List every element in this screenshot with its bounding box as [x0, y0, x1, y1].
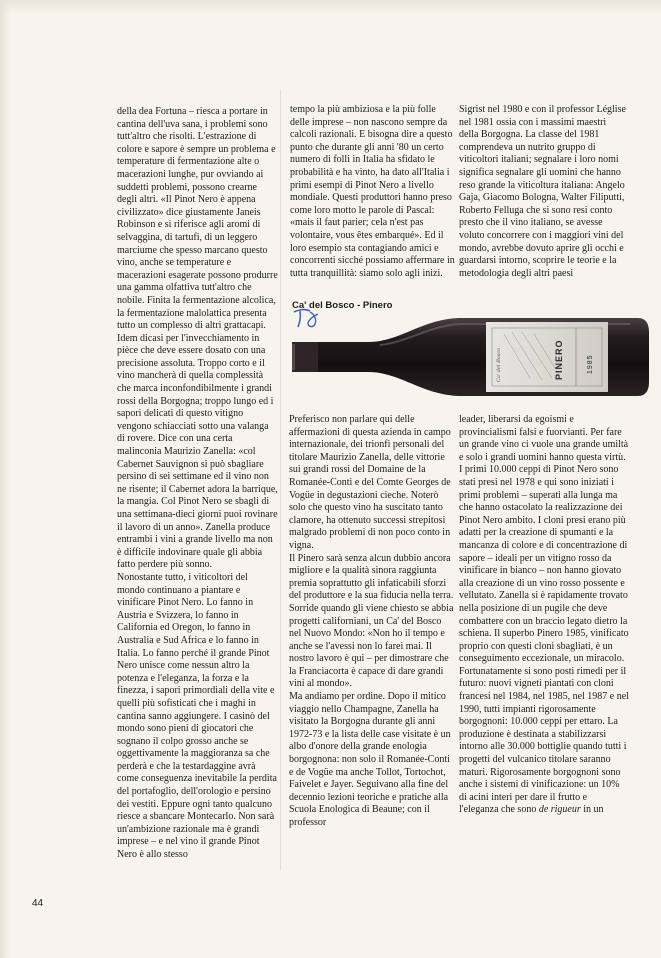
text-column-right-top — [459, 104, 627, 290]
paragraph: leader, liberarsi da egoismi e provincialismi falsi e fuorvianti. Per fare un grande vino ci vuole una grande umiltà e solo i grandi uomini hanno questa virtù. — [459, 414, 629, 463]
fold-line — [280, 90, 281, 870]
paragraph: Il Pinero sarà senza alcun dubbio ancora migliore e la qualità sinora raggiunta premia soprattutto gli infaticabili sforzi del produttore e la sua fiducia nella terra. — [289, 552, 454, 602]
paragraph — [459, 666, 629, 817]
text-run: Fortunatamente si sono posti rimedi per il futuro: nuovi vigneti piantati con cloni francesi nel 1984, nel 1985, nel 1987 e nel 1990, tutti impianti rigorosamente borgognoni: 10.000 ceppi per ettaro. La produzione è destinata a stabilizzarsi intorno alle 30.000 bottiglie quando tutti i progetti del vulcanico titolare saranno maturi. Rigorosamente borgognoni sono anche i sistemi di vinificazione: un 10% di acini interi per dare il frutto e l'eleganza che sono — [459, 665, 629, 816]
text-column-left — [117, 106, 278, 874]
paragraph: Sigrist nel 1980 e con il professor Léglise nel 1981 ossia con i massimi maestri della Borgogna. La classe del 1981 comprendeva un nutrito gruppo di viticoltori italiani; segnalare i loro nomi significa segnalare gli uomini che hanno reso grande la viticoltura italiana: Angelo Gaja, Giacomo Bologna, Walter Filiputti, Roberto Felluga che si sono resi conto presto che il vino italiano, se avesse voluto concorrere con i maggiori vini del mondo, avrebbe dovuto aprire gli occhi e guardarsi intorno, scoprire le teorie e la metodologia degli altri paesi — [459, 104, 626, 279]
image-caption: Ca' del Bosco - Pinero — [292, 300, 393, 311]
bottle-label-brand: Ca' del Bosco — [496, 347, 502, 382]
paragraph: I primi 10.000 ceppi di Pinot Nero sono stati presi nel 1978 e qui sono iniziati i primi problemi – superati alla lunga ma che hanno ostacolato la realizzazione dei Pinot Nero ambito. I cloni presi erano più adatti per la creazione di spumanti e la mancanza di colore e di concentrazione di sapore – ideali per un vitigno rosso da vinificare in bianco – non hanno giovato alla creazione di un vino rosso possente e vellutato. Zanella si è rapidamente trovato nella posizione di un pugile che deve combattere con un braccio legato dietro la schiena. Il superbo Pinero 1985, vinificato proprio con questi cloni sbagliati, è un conseguimento eccezionale, un miracolo. — [459, 464, 629, 665]
paragraph: Nonostante tutto, i viticoltori del mondo continuano a piantare e vinificare Pinot Nero. Lo fanno in Austria e Svizzera, lo fanno in California ed Oregon, lo fanno in Australia e Sud Africa e lo fanno in Italia. Lo fanno perché il grande Pinot Nero unisce come nessun altro la potenza e l'eleganza, la forza e la finezza, i sapori primordiali della vite e quelli più sofisticati che i maghi in cantina sanno aggiungere. I casinò del mondo sono pieni di giocatori che sognano il colpo grosso anche se oggettivamente la maggioranza sa che perderà e che la testardaggine avrà come conseguenza inevitabile la perdita del portafoglio, dell'orologio e persino dei vestiti. Eppure ogni tanto qualcuno riesce a sbancare Montecarlo. Non sarà un'ambizione razionale ma è grandi imprese – e nel vino il grande Pinot Nero è allo stesso — [117, 571, 277, 861]
paragraph: Ma andiamo per ordine. Dopo il mitico viaggio nello Champagne, Zanella ha visitato la Borgogna durante gli anni 1972-73 e la lista delle case visitate è un albo d'onore della grande enologia borgognona: non solo il Romanée-Conti e de Vogüe ma anche Tollot, Tortochot, Faivelet e Jayer. Seguivano alla fine del decennio lezioni teoriche e pratiche alla Scuola Enologica di Beaune; con il professor — [289, 691, 451, 828]
bottle-label-name: PINERO — [554, 339, 564, 380]
wine-bottle-image — [290, 308, 650, 404]
text-column-right-bottom — [459, 414, 629, 850]
paragraph: della dea Fortuna – riesca a portare in cantina dell'uva sana, i problemi sono tutt'altro che risolti. L'estrazione di colore e sapore è sempre un problema e temperature di fermentazione alte o macerazioni lunghe, pur ovviando ai suddetti problemi, possono crearne degli altri. «Il Pinot Nero è appena civilizzato» dice giustamente Janeis Robinson e si riferisce agli aromi di selvaggina, di tartufi, di un leggero marciume che spesso marcano questo vino, anche se temperature e macerazioni esagerate possono produrre una gamma olfattiva tutt'altro che nobile. Finita la fermentazione alcolica, la fermentazione malolattica presenta tutto un complesso di altri grattacapi. Idem dicasi per l'invecchiamento in pièce che deve essere dosato con una precisione assoluta. Troppo corto e il vino mancherà di quella complessità che marca inconfondibilmente i grandi rossi della Borgogna; troppo lungo ed i sapori delicati di questo vitigno vengono schiacciati sotto una valanga di rovere. Dice con una certa malinconia Maurizio Zanella: «col Cabernet Sauvignon si può sbagliare persino di sei settimane ed il vino non ne risente; il Cabernet adora la barrique, la mangia. Col Pinot Nero se sbagli di una settimana-dieci giorni puoi rovinare il lavoro di un anno». Zanella produce entrambi i vini a grande livello ma non è difficile indovinare quale gli abbia fatto perdere più sonno. — [117, 106, 278, 571]
italic-phrase: de rigueur — [538, 804, 581, 816]
text-column-middle-top — [290, 104, 455, 290]
paragraph: Preferisco non parlare qui delle affermazioni di questa azienda in campo internazionale, dei trionfi personali del titolare Maurizio Zanella, delle vittorie sui grandi rossi del Domaine de la Romanée-Conti e del Comte Georges de Vogüe in degustazioni cieche. Noterò solo che questo vino ha suscitato tanto clamore, ha ottenuto successi strepitosi malgrado problemi di non poco conto in vigna. — [289, 414, 451, 551]
paragraph: Sorride quando gli viene chiesto se abbia progetti californiani, un Ca' del Bosco nel Nuovo Mondo: «Non ho il tempo e anche se l'avessi non lo farei mai. Il nostro lavoro è qui – per dimostrare che la Franciacorta è capace di dare grandi vini al mondo». — [289, 602, 454, 690]
bottle-label-vintage: 1985 — [587, 354, 594, 374]
text-column-middle-bottom — [289, 414, 454, 850]
paragraph: tempo la più ambiziosa e la più folle delle imprese – non nascono sempre da calcoli razionali. E bisogna dire a questo punto che durante gli anni '80 un certo numero di folli in Italia ha sfidato le probabilità e ha vinto, ha dato all'Italia i primi esempi di Pinot Nero a livello mondiale. Questi produttori hanno preso come loro motto le parole di Pascal: «mais il faut parier; cela n'est pas volontaire, vous êtes embarqué». Ed il loro esempio sta contagiando amici e concorrenti sicché possiamo affermare in tutta tranquillità: siamo solo agli inizi. — [290, 104, 455, 279]
text-run: in un — [580, 804, 604, 816]
scan-edge-left — [0, 0, 10, 958]
scan-edge-top — [0, 0, 661, 14]
page-number: 44 — [32, 898, 44, 909]
bottle-label — [486, 322, 608, 392]
